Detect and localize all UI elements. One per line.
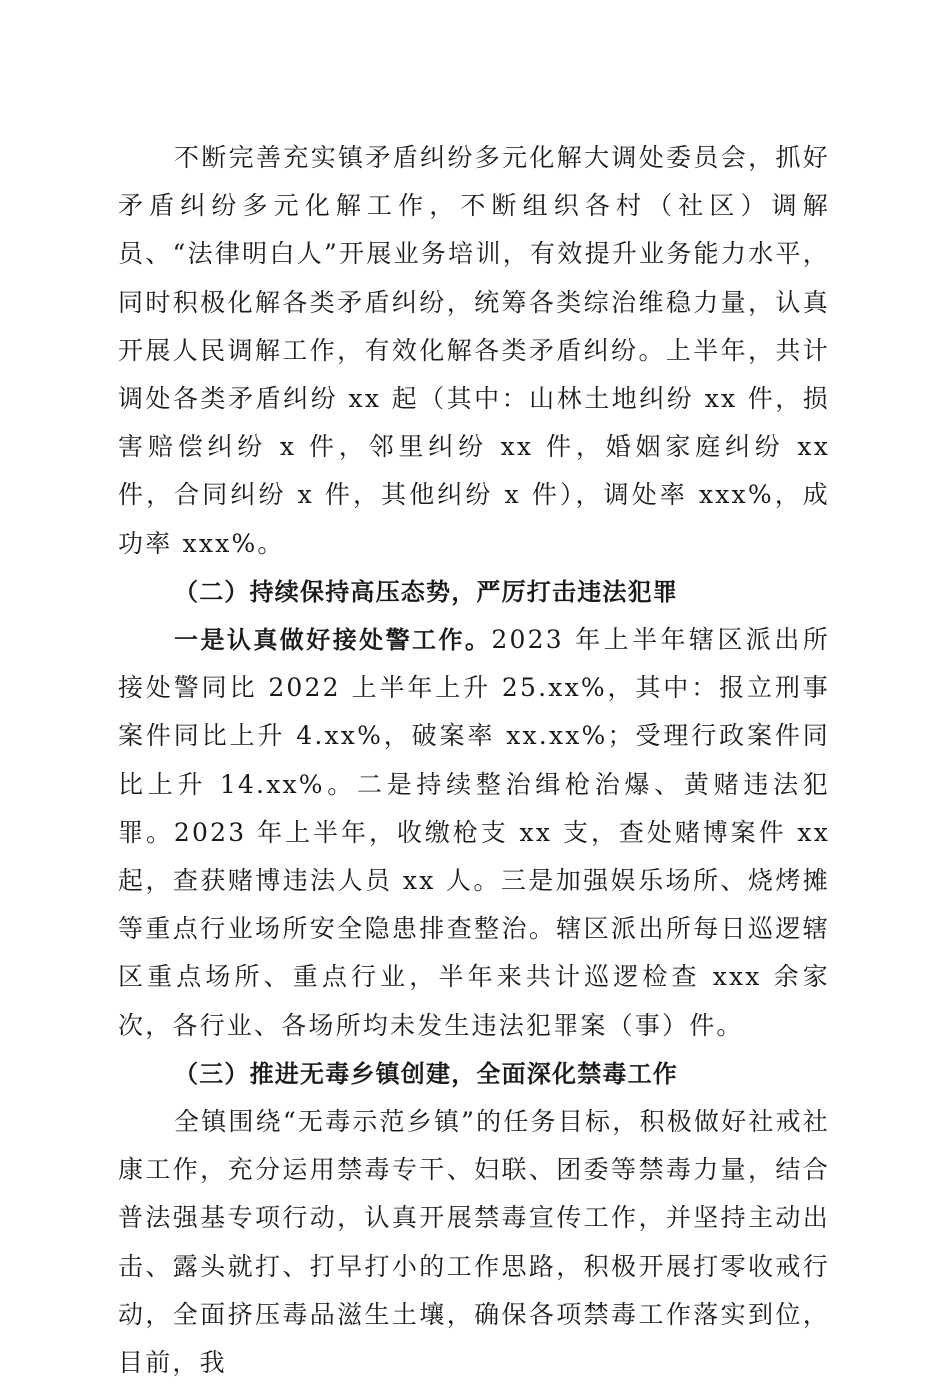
section-heading-drugs: （三）推进无毒乡镇创建，全面深化禁毒工作 — [174, 1059, 678, 1088]
document-body — [118, 134, 830, 1387]
paragraph-police — [118, 616, 830, 1050]
paragraph-lead: 一是认真做好接处警工作。 — [174, 626, 492, 655]
paragraph-mediation: 不断完善充实镇矛盾纠纷多元化解大调处委员会，抓好矛盾纠纷多元化解工作，不断组织各村（社区）调解员、“法律明白人”开展业务培训，有效提升业务能力水平，同时积极化解各类矛盾纠纷，统筹各类综治维稳力量，认真开展人民调解工作，有效化解各类矛盾纠纷。上半年，共计调处各类矛盾纠纷 xx 起（其中：山林土地纠纷 xx 件，损害赔偿纠纷 x 件，邻里纠纷 xx 件，婚姻家庭纠纷 xx 件，合同纠纷 x 件，其他纠纷 x 件），调处率 xxx%，成功率 xxx%。 — [118, 143, 830, 558]
paragraph-police-text: 2023 年上半年辖区派出所接处警同比 2022 上半年上升 25.xx%，其中：报立刑事案件同比上升 4.xx%，破案率 xx.xx%；受理行政案件同比上升 14.xx%。二是持续整治缉枪治爆、黄赌违法犯罪。2023 年上半年，收缴枪支 xx 支，查处赌博案件 xx 起，查获赌博违法人员 xx 人。三是加强娱乐场所、烧烤摊等重点行业场所安全隐患排查整治。辖区派出所每日巡逻辖区重点场所、重点行业，半年来共计巡逻检查 xxx 余家次，各行业、各场所均未发生违法犯罪案（事）件。 — [118, 625, 830, 1040]
paragraph-drugs: 全镇围绕“无毒示范乡镇”的任务目标，积极做好社戒社康工作，充分运用禁毒专干、妇联、团委等禁毒力量，结合普法强基专项行动，认真开展禁毒宣传工作，并坚持主动出击、露头就打、打早打小的工作思路，积极开展打零收戒行动，全面挤压毒品滋生土壤，确保各项禁毒工作落实到位，目前，我 — [118, 1107, 830, 1378]
section-heading-crime: （二）持续保持高压态势，严厉打击违法犯罪 — [174, 577, 678, 606]
